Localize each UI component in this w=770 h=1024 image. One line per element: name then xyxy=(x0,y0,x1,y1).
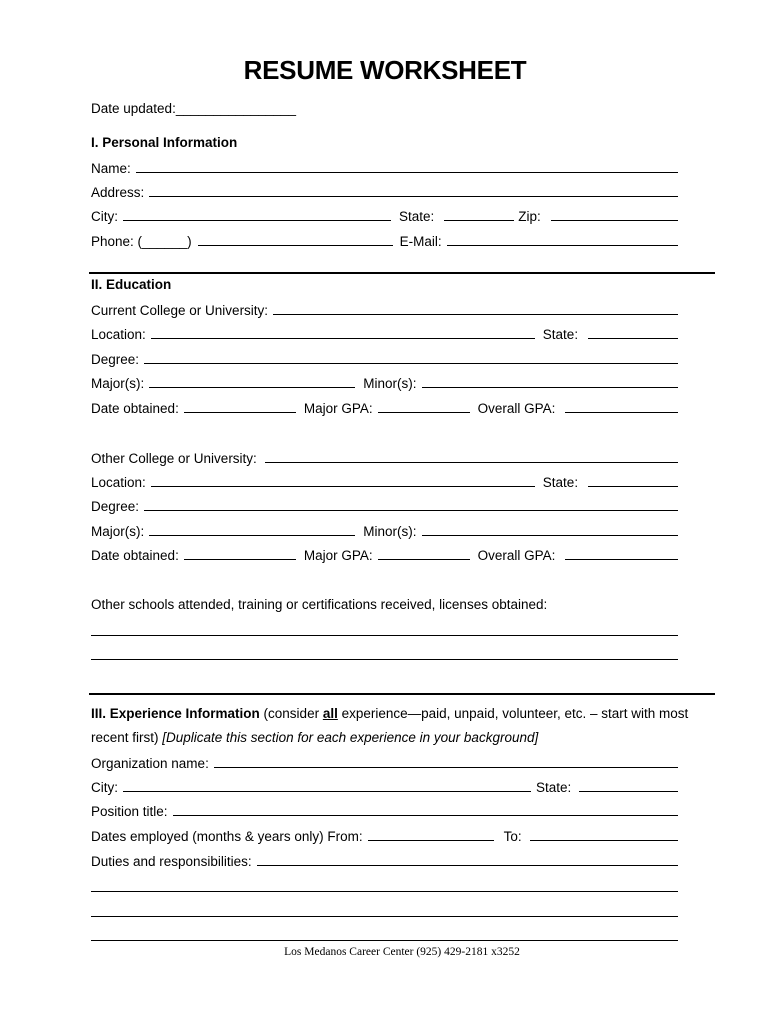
current-state-field[interactable] xyxy=(588,324,678,339)
current-school-row xyxy=(91,298,678,318)
state-field[interactable] xyxy=(444,206,514,221)
section-divider-2 xyxy=(89,693,715,695)
date-updated-field[interactable]: Date updated:________________ xyxy=(91,101,296,116)
other-major-minor-row xyxy=(91,519,678,539)
address-label: Address: xyxy=(91,185,145,200)
current-overall-gpa-label: Overall GPA: xyxy=(477,401,556,416)
phone-email-row xyxy=(91,229,678,249)
other-school-label: Other College or University: xyxy=(91,451,257,466)
current-minor-field[interactable] xyxy=(422,373,679,388)
zip-field[interactable] xyxy=(551,206,678,221)
other-schools-line-1[interactable] xyxy=(91,635,678,636)
position-label: Position title: xyxy=(91,804,168,819)
experience-heading: III. Experience Information xyxy=(91,706,260,721)
position-row xyxy=(91,799,678,819)
other-date-obtained-field[interactable] xyxy=(184,545,296,560)
city-field[interactable] xyxy=(123,206,391,221)
dates-from-field[interactable] xyxy=(368,826,494,841)
zip-label: Zip: xyxy=(518,209,541,224)
duties-field[interactable] xyxy=(257,851,678,866)
footer-contact: Los Medanos Career Center (925) 429-2181 x3252 xyxy=(284,946,520,958)
experience-consider-pre: (consider xyxy=(259,706,323,721)
position-field[interactable] xyxy=(173,801,678,816)
duties-line-3[interactable] xyxy=(91,940,678,941)
city-label: City: xyxy=(91,209,118,224)
current-school-field[interactable] xyxy=(273,300,678,315)
other-major-gpa-label: Major GPA: xyxy=(303,548,373,563)
email-field[interactable] xyxy=(447,231,678,246)
phone-label[interactable]: Phone: (______) xyxy=(91,234,192,249)
other-overall-gpa-label: Overall GPA: xyxy=(477,548,556,563)
current-date-obtained-label: Date obtained: xyxy=(91,401,179,416)
current-major-gpa-label: Major GPA: xyxy=(303,401,373,416)
exp-city-state-row xyxy=(91,775,678,795)
dates-row xyxy=(91,824,678,844)
exp-city-field[interactable] xyxy=(123,777,531,792)
current-major-label: Major(s): xyxy=(91,376,145,391)
other-degree-label: Degree: xyxy=(91,499,140,514)
other-schools-label: Other schools attended, training or certifications received, licenses obtained: xyxy=(91,597,548,612)
other-location-field[interactable] xyxy=(151,472,535,487)
exp-state-field[interactable] xyxy=(579,777,678,792)
other-degree-row xyxy=(91,494,678,514)
current-gpa-row xyxy=(91,396,678,416)
city-state-zip-row xyxy=(91,204,678,224)
phone-field[interactable] xyxy=(198,231,393,246)
other-date-obtained-label: Date obtained: xyxy=(91,548,179,563)
other-state-label: State: xyxy=(542,475,579,490)
current-minor-label: Minor(s): xyxy=(363,376,417,391)
current-school-label: Current College or University: xyxy=(91,303,269,318)
other-location-row xyxy=(91,470,678,490)
current-major-gpa-field[interactable] xyxy=(378,398,470,413)
other-school-field[interactable] xyxy=(265,448,678,463)
dates-to-label: To: xyxy=(503,829,522,844)
duties-label: Duties and responsibilities: xyxy=(91,854,252,869)
duties-line-1[interactable] xyxy=(91,891,678,892)
current-major-minor-row xyxy=(91,371,678,391)
current-overall-gpa-field[interactable] xyxy=(565,398,678,413)
current-degree-field[interactable] xyxy=(144,349,678,364)
education-heading: II. Education xyxy=(91,277,172,292)
current-degree-row xyxy=(91,347,678,367)
other-gpa-row xyxy=(91,543,678,563)
dates-from-label: Dates employed (months & years only) From: xyxy=(91,829,363,844)
current-major-field[interactable] xyxy=(149,373,355,388)
duties-line-2[interactable] xyxy=(91,916,678,917)
organization-field[interactable] xyxy=(214,753,678,768)
personal-info-heading: I. Personal Information xyxy=(91,135,238,150)
other-state-field[interactable] xyxy=(588,472,678,487)
other-minor-field[interactable] xyxy=(422,521,679,536)
exp-city-label: City: xyxy=(91,780,118,795)
other-major-field[interactable] xyxy=(149,521,355,536)
current-location-row xyxy=(91,322,678,342)
organization-label: Organization name: xyxy=(91,756,209,771)
name-label: Name: xyxy=(91,161,131,176)
duties-row xyxy=(91,849,678,869)
page-title: RESUME WORKSHEET xyxy=(243,55,527,85)
name-field[interactable] xyxy=(136,158,678,173)
current-location-label: Location: xyxy=(91,327,146,342)
experience-consider-post: experience—paid, unpaid, volunteer, etc. – start with most xyxy=(337,706,689,721)
email-label: E-Mail: xyxy=(399,234,442,249)
current-degree-label: Degree: xyxy=(91,352,140,367)
experience-recent: recent first) xyxy=(91,730,163,745)
experience-note-line xyxy=(91,730,538,745)
dates-to-field[interactable] xyxy=(530,826,678,841)
name-row xyxy=(91,156,678,176)
experience-duplicate-note: [Duplicate this section for each experience in your background] xyxy=(162,730,539,745)
other-overall-gpa-field[interactable] xyxy=(565,545,678,560)
other-major-gpa-field[interactable] xyxy=(378,545,470,560)
address-row xyxy=(91,180,678,200)
section-divider-1 xyxy=(89,272,715,274)
current-state-label: State: xyxy=(542,327,579,342)
address-field[interactable] xyxy=(149,182,678,197)
other-minor-label: Minor(s): xyxy=(363,524,417,539)
other-school-row xyxy=(91,446,678,466)
other-schools-line-2[interactable] xyxy=(91,659,678,660)
experience-consider-all: all xyxy=(322,706,338,721)
other-degree-field[interactable] xyxy=(144,496,678,511)
organization-row xyxy=(91,751,678,771)
exp-state-label: State: xyxy=(536,780,572,795)
other-location-label: Location: xyxy=(91,475,146,490)
current-date-obtained-field[interactable] xyxy=(184,398,296,413)
current-location-field[interactable] xyxy=(151,324,535,339)
state-label: State: xyxy=(399,209,435,224)
other-major-label: Major(s): xyxy=(91,524,145,539)
experience-heading-line xyxy=(91,706,688,721)
